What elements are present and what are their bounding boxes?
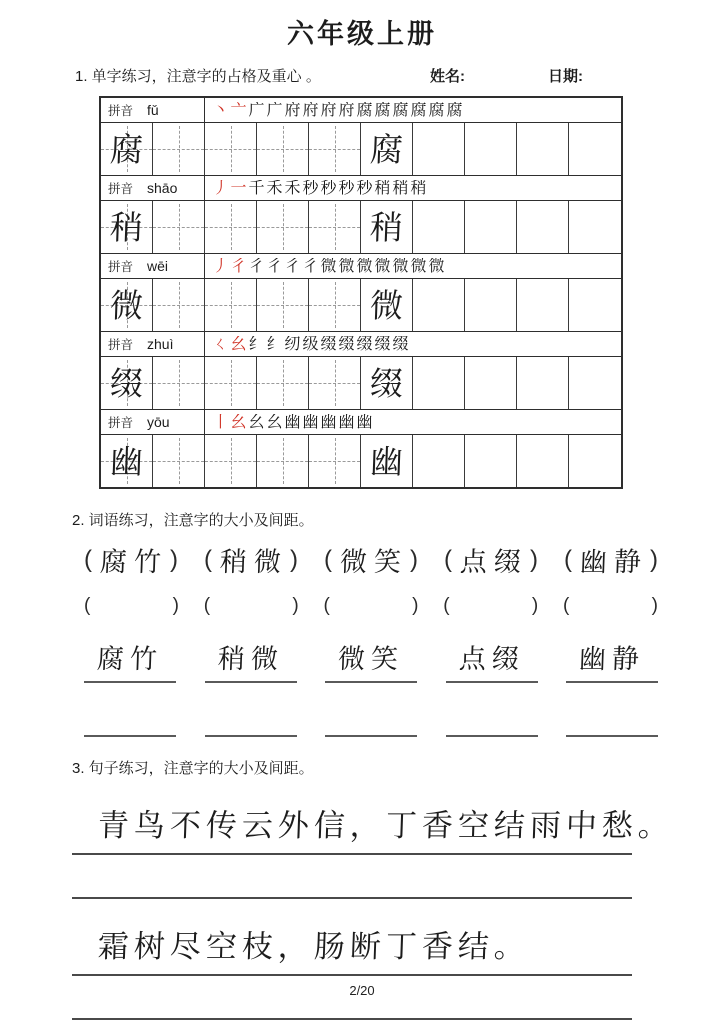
stroke-glyph: 丨 (212, 414, 229, 430)
open-paren: ( (204, 545, 212, 573)
practice-cell (101, 201, 153, 253)
open-paren: ( (563, 595, 570, 616)
practice-row (101, 279, 621, 332)
stroke-glyph: 纟 (266, 336, 283, 352)
empty-parens (324, 595, 419, 617)
model-character: 腐 (109, 129, 144, 169)
stroke-glyph: 缀 (374, 336, 391, 352)
stroke-glyph: 一 (230, 180, 247, 196)
stroke-glyph: 微 (338, 258, 355, 274)
stroke-glyph: 腐 (356, 102, 373, 118)
pinyin-label-cell (101, 176, 205, 200)
model-character: 微 (109, 285, 144, 325)
open-paren: ( (323, 595, 330, 616)
underlined-word (566, 637, 658, 683)
stroke-glyph: 幺 (230, 414, 247, 430)
practice-cell (413, 123, 465, 175)
practice-cell (361, 435, 413, 487)
close-paren: ) (531, 595, 539, 616)
sentence-text: 青鸟不传云外信，丁香空结雨中愁。 (97, 808, 675, 844)
model-character: 稍 (109, 207, 144, 247)
empty-parens (563, 595, 658, 617)
close-paren: ) (170, 545, 178, 573)
stroke-order-sequence (205, 414, 621, 430)
practice-cell (257, 123, 309, 175)
stroke-glyph: 腐 (410, 102, 427, 118)
stroke-order-sequence (205, 336, 621, 352)
model-character: 腐 (369, 129, 404, 169)
practice-cell (309, 435, 361, 487)
word-in-parens (324, 540, 418, 579)
stroke-glyph: 广 (248, 102, 265, 118)
model-character: 幽 (369, 441, 404, 481)
word-text: 微笑 (339, 547, 409, 578)
empty-parens (84, 595, 179, 617)
blank-word-line (84, 697, 176, 737)
stroke-glyph: 微 (374, 258, 391, 274)
close-paren: ) (650, 545, 658, 573)
stroke-glyph: 秒 (338, 180, 355, 196)
model-character: 微 (369, 285, 404, 325)
stroke-glyph: 纫 (284, 336, 301, 352)
open-paren: ( (203, 595, 211, 616)
pinyin-row (101, 410, 621, 435)
practice-cell (517, 279, 569, 331)
practice-cell (465, 357, 517, 409)
pinyin-value: zhuì (147, 336, 174, 352)
blank-word-line (205, 697, 297, 737)
practice-cell (361, 357, 413, 409)
empty-parens (443, 595, 538, 617)
model-character: 稍 (369, 207, 404, 247)
pinyin-label: 拼音 (108, 338, 134, 352)
stroke-glyph: 腐 (446, 102, 463, 118)
stroke-glyph: 缀 (338, 336, 355, 352)
practice-cell (309, 279, 361, 331)
stroke-glyph: 幽 (284, 414, 301, 430)
blank-word-line (566, 697, 658, 737)
practice-cell (569, 201, 621, 253)
section-2-heading: 2. 词语练习，注意字的大小及间距。 (72, 512, 314, 529)
practice-cell (153, 435, 205, 487)
pinyin-row (101, 176, 621, 201)
empty-underline-row (84, 697, 658, 737)
close-paren: ) (172, 595, 179, 616)
practice-cell (361, 123, 413, 175)
stroke-glyph: 腐 (428, 102, 445, 118)
practice-cell (101, 123, 153, 175)
pinyin-row (101, 254, 621, 279)
stroke-glyph: 稍 (410, 180, 427, 196)
blank-writing-line (72, 855, 632, 899)
stroke-glyph: 广 (266, 102, 283, 118)
stroke-glyph: 秒 (320, 180, 337, 196)
empty-parens (204, 595, 299, 617)
stroke-glyph: 幽 (356, 414, 373, 430)
stroke-glyph: 幺 (230, 336, 247, 352)
practice-table (99, 96, 623, 489)
stroke-glyph: 幺 (248, 414, 265, 430)
close-paren: ) (651, 595, 658, 616)
practice-cell (569, 279, 621, 331)
pinyin-label-cell (101, 98, 205, 122)
pinyin-value: wēi (147, 258, 169, 274)
stroke-glyph: 禾 (284, 180, 301, 196)
practice-cell (413, 201, 465, 253)
open-paren: ( (444, 545, 452, 573)
stroke-glyph: 彳 (302, 258, 319, 274)
stroke-glyph: 彳 (266, 258, 283, 274)
section-1-header (75, 65, 664, 86)
sentence-text: 霜树尽空枝，肠断丁香结。 (97, 929, 531, 965)
pinyin-label-cell (101, 254, 205, 278)
practice-cell (153, 201, 205, 253)
practice-cell (569, 357, 621, 409)
stroke-glyph: 丿 (212, 258, 229, 274)
practice-cell (465, 201, 517, 253)
practice-cell (413, 279, 465, 331)
word-text: 稍微 (216, 644, 284, 675)
stroke-glyph: 微 (320, 258, 337, 274)
word-in-parens (204, 540, 298, 579)
practice-cell (465, 435, 517, 487)
stroke-glyph: 微 (356, 258, 373, 274)
practice-cell (257, 279, 309, 331)
practice-row (101, 201, 621, 254)
stroke-glyph: 丶 (212, 102, 229, 118)
practice-cell (309, 201, 361, 253)
pinyin-label: 拼音 (108, 416, 134, 430)
practice-cell (101, 357, 153, 409)
practice-row (101, 357, 621, 410)
stroke-glyph: 纟 (248, 336, 265, 352)
model-character: 缀 (109, 363, 144, 403)
practice-cell (569, 435, 621, 487)
open-paren: ( (324, 545, 332, 573)
blank-word-line (446, 697, 538, 737)
practice-cell (361, 279, 413, 331)
close-paren: ) (292, 595, 299, 616)
word-text: 幽静 (579, 547, 649, 578)
pinyin-row (101, 98, 621, 123)
word-text: 微笑 (337, 644, 405, 675)
stroke-glyph: 腐 (392, 102, 409, 118)
stroke-glyph: 府 (302, 102, 319, 118)
word-text: 腐竹 (96, 644, 164, 675)
empty-paren-row (84, 595, 658, 617)
open-paren: ( (84, 595, 91, 616)
pinyin-label: 拼音 (108, 182, 134, 196)
practice-cell (517, 123, 569, 175)
open-paren: ( (564, 545, 572, 573)
stroke-glyph: 幽 (320, 414, 337, 430)
word-text: 点缀 (457, 644, 525, 675)
practice-cell (517, 357, 569, 409)
practice-cell (465, 279, 517, 331)
practice-cell (153, 279, 205, 331)
blank-word-line (325, 697, 417, 737)
practice-cell (101, 435, 153, 487)
pinyin-row (101, 332, 621, 357)
practice-cell (309, 123, 361, 175)
model-character: 缀 (369, 363, 404, 403)
stroke-glyph: 府 (284, 102, 301, 118)
stroke-order-sequence (205, 258, 621, 274)
practice-cell (205, 435, 257, 487)
stroke-glyph: 彳 (230, 258, 247, 274)
word-text: 腐竹 (99, 547, 169, 578)
practice-cell (361, 201, 413, 253)
practice-cell (153, 123, 205, 175)
open-paren: ( (84, 545, 92, 573)
practice-cell (257, 357, 309, 409)
stroke-glyph: 缀 (392, 336, 409, 352)
pinyin-value: fǔ (147, 102, 159, 118)
word-in-parens (84, 540, 178, 579)
practice-cell (153, 357, 205, 409)
word-underline-row (84, 637, 658, 683)
practice-row (101, 123, 621, 176)
practice-cell (465, 123, 517, 175)
stroke-glyph: 丿 (212, 180, 229, 196)
stroke-glyph: 秒 (356, 180, 373, 196)
pinyin-value: shāo (147, 180, 178, 196)
section-1-heading: 1. 单字练习，注意字的占格及重心 。 (75, 68, 321, 85)
underlined-word (446, 637, 538, 683)
open-paren: ( (443, 595, 450, 616)
practice-cell (517, 201, 569, 253)
practice-cell (205, 201, 257, 253)
date-label: 日期: (548, 68, 583, 85)
underlined-word (205, 637, 297, 683)
word-in-parens (564, 540, 658, 579)
stroke-glyph: 稍 (374, 180, 391, 196)
close-paren: ) (290, 545, 298, 573)
stroke-glyph: 秒 (302, 180, 319, 196)
sentence-line-2 (72, 899, 632, 976)
section-3-heading: 3. 句子练习，注意字的大小及间距。 (72, 760, 314, 777)
stroke-glyph: 缀 (320, 336, 337, 352)
stroke-glyph: 幽 (338, 414, 355, 430)
stroke-glyph: 幽 (302, 414, 319, 430)
stroke-glyph: 府 (338, 102, 355, 118)
page-title: 六年级上册 (287, 19, 437, 49)
practice-cell (517, 435, 569, 487)
pinyin-value: yōu (147, 414, 170, 430)
word-text: 稍微 (219, 547, 289, 578)
word-in-parens (444, 540, 538, 579)
close-paren: ) (530, 545, 538, 573)
stroke-glyph: 缀 (356, 336, 373, 352)
stroke-order-sequence (205, 180, 621, 196)
stroke-order-sequence (205, 102, 621, 118)
pinyin-label-cell (101, 410, 205, 434)
stroke-glyph: 亠 (230, 102, 247, 118)
close-paren: ) (412, 595, 419, 616)
stroke-glyph: 微 (428, 258, 445, 274)
practice-cell (205, 123, 257, 175)
stroke-glyph: 府 (320, 102, 337, 118)
close-paren: ) (410, 545, 418, 573)
page-number: 2/20 (349, 983, 375, 998)
sentence-line-1 (72, 778, 675, 855)
stroke-glyph: 千 (248, 180, 265, 196)
practice-cell (101, 279, 153, 331)
stroke-glyph: ㄑ (212, 336, 229, 352)
stroke-glyph: 腐 (374, 102, 391, 118)
pinyin-label-cell (101, 332, 205, 356)
stroke-glyph: 微 (392, 258, 409, 274)
stroke-glyph: 稍 (392, 180, 409, 196)
underlined-word (84, 637, 176, 683)
pinyin-label: 拼音 (108, 260, 134, 274)
practice-cell (413, 435, 465, 487)
practice-cell (257, 435, 309, 487)
underlined-word (325, 637, 417, 683)
practice-cell (309, 357, 361, 409)
practice-row (101, 435, 621, 487)
practice-cell (413, 357, 465, 409)
model-character: 幽 (109, 441, 144, 481)
pinyin-label: 拼音 (108, 104, 134, 118)
word-text: 点缀 (459, 547, 529, 578)
practice-cell (205, 279, 257, 331)
stroke-glyph: 禾 (266, 180, 283, 196)
practice-cell (205, 357, 257, 409)
stroke-glyph: 彳 (284, 258, 301, 274)
stroke-glyph: 幺 (266, 414, 283, 430)
stroke-glyph: 微 (410, 258, 427, 274)
word-paren-row (84, 540, 658, 579)
word-text: 幽静 (578, 644, 646, 675)
stroke-glyph: 彳 (248, 258, 265, 274)
practice-cell (569, 123, 621, 175)
practice-cell (257, 201, 309, 253)
name-label: 姓名: (430, 68, 465, 85)
stroke-glyph: 级 (302, 336, 319, 352)
